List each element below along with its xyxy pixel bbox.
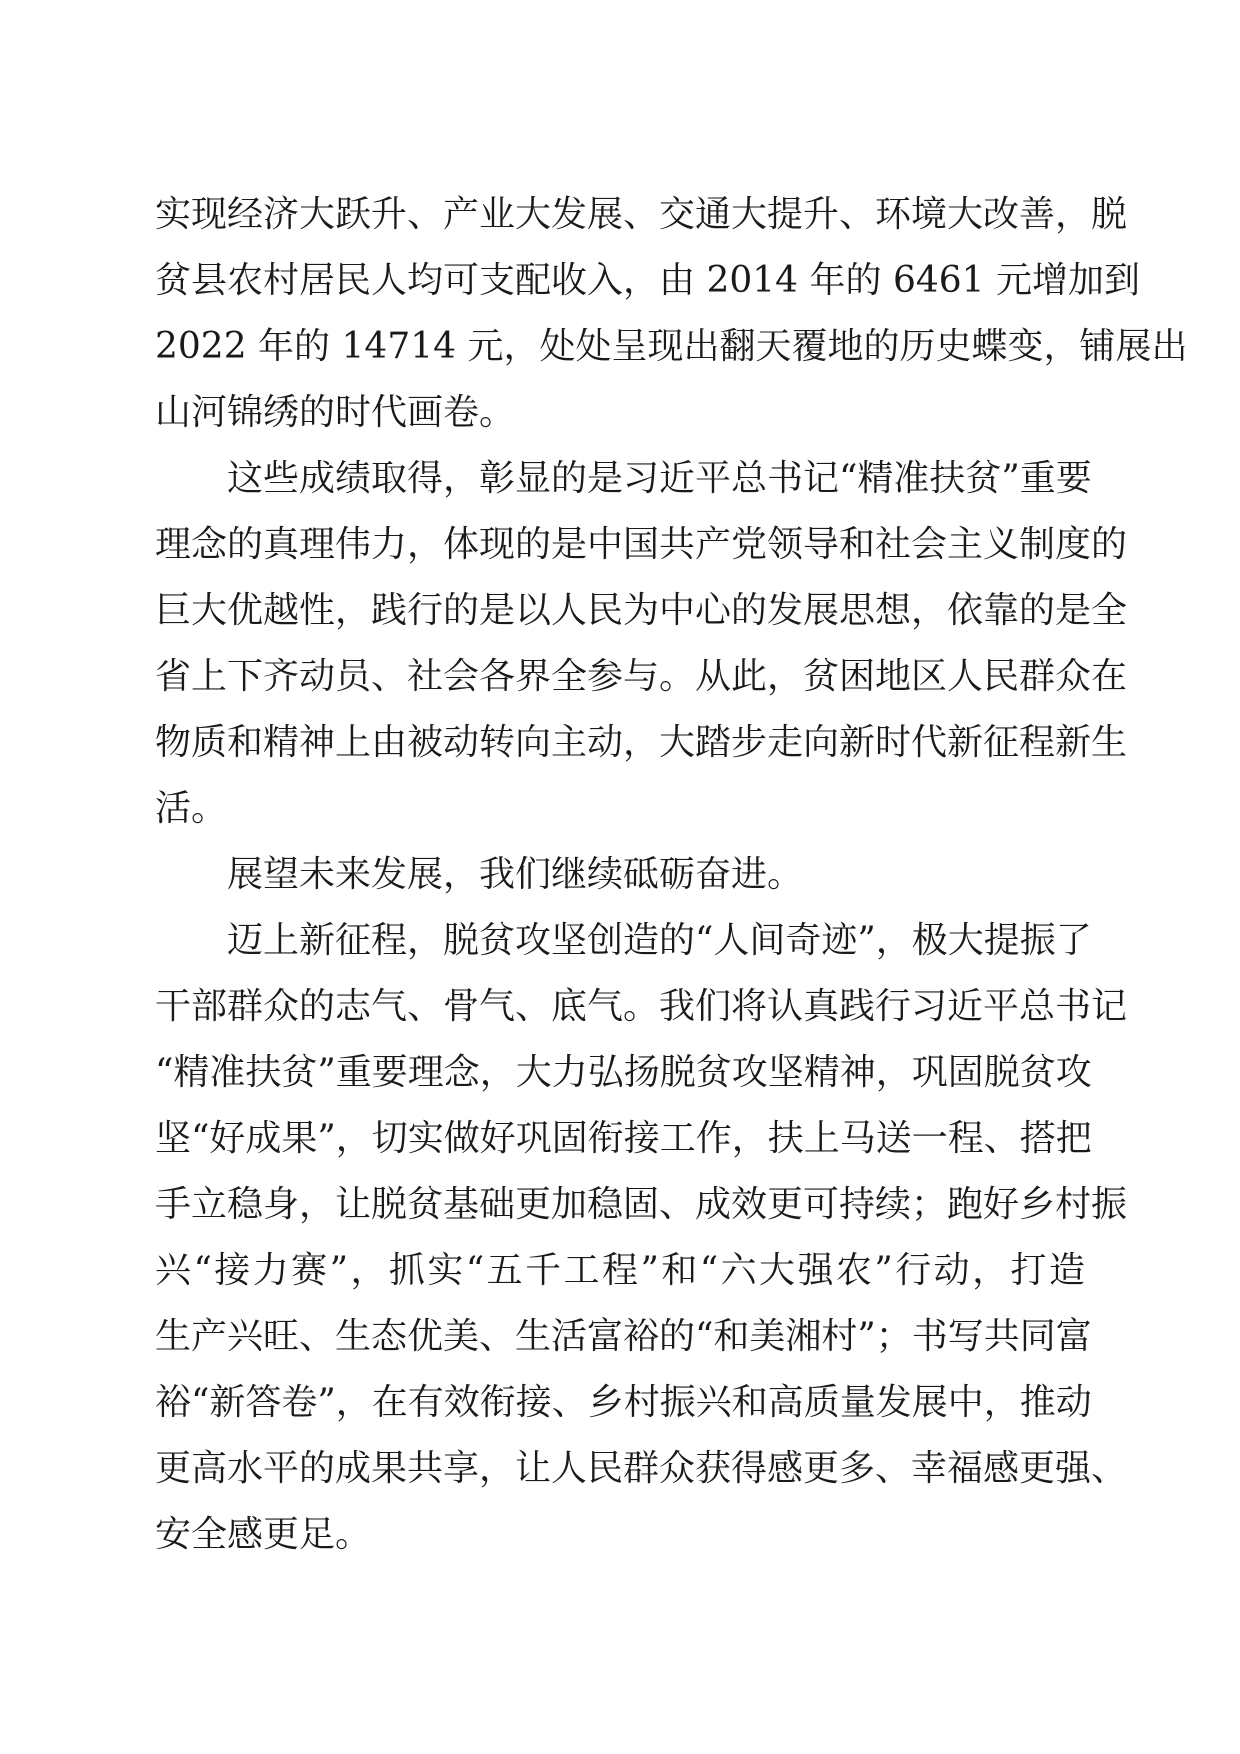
paragraph bbox=[155, 842, 1085, 908]
paragraph bbox=[155, 182, 1188, 446]
text-line: 山河锦绣的时代画卷。 bbox=[155, 392, 516, 433]
text-line: 迈上新征程，脱贫攻坚创造的“人间奇迹”，极大提振了 bbox=[227, 920, 1092, 961]
text-line: 安全感更足。 bbox=[155, 1514, 372, 1555]
text-line: 活。 bbox=[155, 788, 228, 829]
text-line: 实现经济大跃升、产业大发展、交通大提升、环境大改善，脱 bbox=[155, 194, 1128, 235]
text-line: 这些成绩取得，彰显的是习近平总书记“精准扶贫”重要 bbox=[227, 458, 1092, 499]
text-line: 省上下齐动员、社会各界全参与。从此，贫困地区人民群众在 bbox=[155, 656, 1128, 697]
text-line: 2022 年的 14714 元，处处呈现出翻天覆地的历史蝶变，铺展出 bbox=[155, 326, 1188, 367]
document-body bbox=[155, 182, 1188, 1568]
text-line: 生产兴旺、生态优美、生活富裕的“和美湘村”；书写共同富 bbox=[155, 1316, 1092, 1357]
text-line: 物质和精神上由被动转向主动，大踏步走向新时代新征程新生 bbox=[155, 722, 1128, 763]
text-line: 贫县农村居民人均可支配收入，由 2014 年的 6461 元增加到 bbox=[155, 260, 1141, 301]
text-line: 更高水平的成果共享，让人民群众获得感更多、幸福感更强、 bbox=[155, 1448, 1128, 1489]
text-line: 巨大优越性，践行的是以人民为中心的发展思想，依靠的是全 bbox=[155, 590, 1128, 631]
paragraph bbox=[155, 446, 1128, 842]
text-line: 干部群众的志气、骨气、底气。我们将认真践行习近平总书记 bbox=[155, 986, 1128, 1027]
text-line: “精准扶贫”重要理念，大力弘扬脱贫攻坚精神，巩固脱贫攻 bbox=[155, 1052, 1092, 1093]
text-line: 裕“新答卷”，在有效衔接、乡村振兴和高质量发展中，推动 bbox=[155, 1382, 1092, 1423]
text-line: 兴“接力赛”，抓实“五千工程”和“六大强农”行动，打造 bbox=[155, 1250, 1085, 1291]
paragraph bbox=[155, 908, 1128, 1568]
text-line: 坚“好成果”，切实做好巩固衔接工作，扶上马送一程、搭把 bbox=[155, 1118, 1092, 1159]
text-line: 手立稳身，让脱贫基础更加稳固、成效更可持续；跑好乡村振 bbox=[155, 1184, 1128, 1225]
text-line: 理念的真理伟力，体现的是中国共产党领导和社会主义制度的 bbox=[155, 524, 1128, 565]
text-line: 展望未来发展，我们继续砥砺奋进。 bbox=[227, 854, 804, 895]
